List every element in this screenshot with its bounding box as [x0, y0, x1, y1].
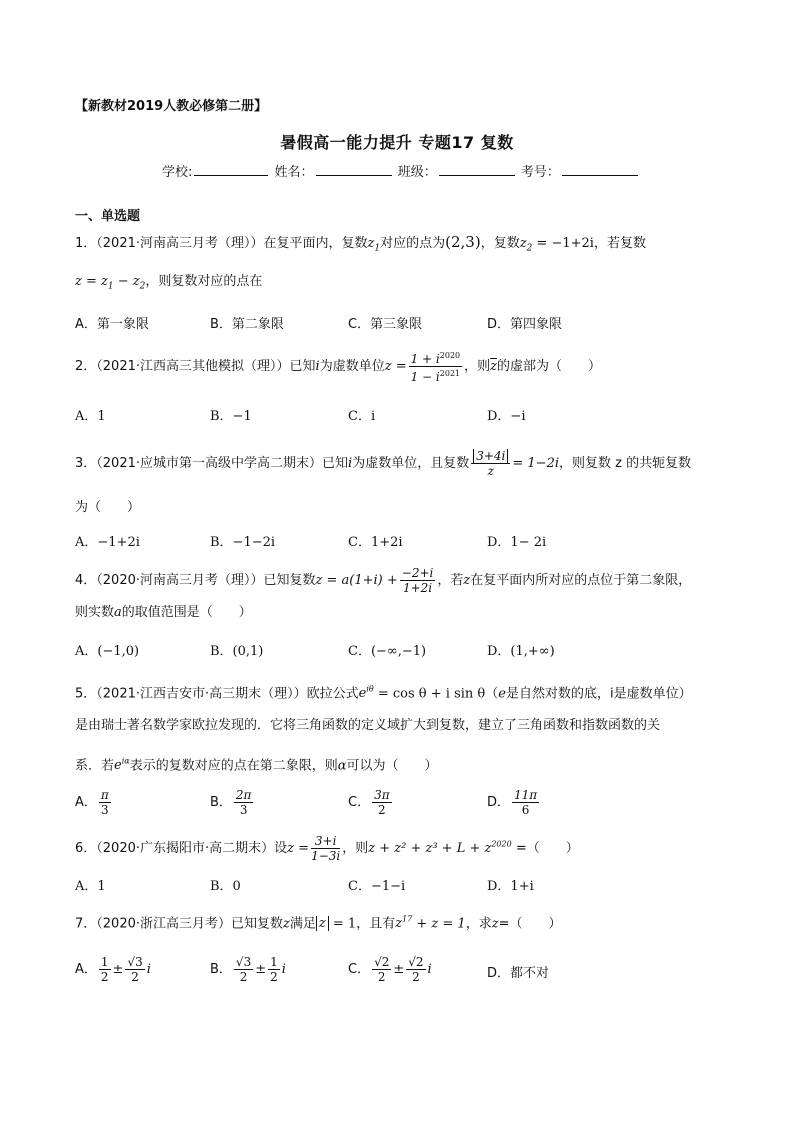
question-text: 已知复数: [263, 573, 316, 588]
question-source: （2021·河南高三月考（理））: [96, 236, 264, 251]
question-text: ，且有: [356, 916, 396, 932]
q3-option-d[interactable]: D．1− 2i: [487, 535, 547, 550]
question-3: [75, 449, 691, 478]
page-title: 暑假高一能力提升 专题17 复数: [280, 133, 514, 152]
frac-numerator: 11π: [514, 788, 538, 802]
question-source: （2021·江西高三其他模拟（理））: [96, 359, 290, 374]
q6-option-c[interactable]: C．−1−i: [348, 879, 406, 894]
question-text: ，求: [465, 916, 492, 932]
option-label: B．: [210, 962, 232, 977]
frac-numerator: 1 + i: [410, 352, 440, 366]
frac-denominator: 6: [521, 803, 530, 817]
option-label: C．: [348, 962, 371, 977]
question-7: [75, 910, 561, 934]
q6-option-a[interactable]: A．1: [75, 879, 106, 894]
option-label: A．: [75, 962, 97, 977]
abs-z: z: [316, 916, 329, 931]
question-number: 2．: [75, 359, 97, 374]
question-text: 为虚数单位，且复数: [352, 456, 470, 471]
name-label: 姓名：: [274, 165, 314, 180]
q3-option-b[interactable]: B．−1−2i: [210, 535, 276, 550]
textbook-tag: 【新教材2019人教必修第二册】: [75, 99, 268, 114]
abs-eq-rhs: = 1: [332, 916, 357, 932]
question-text: 可以为（ ）: [346, 758, 438, 774]
question-4-line2: [75, 603, 252, 623]
question-source: （2021·应城市第一高级中学高二期末）: [96, 456, 322, 471]
q7-option-b[interactable]: B． $\frac{√3}{2}$ ± $\frac{1}{2}$ i: [210, 955, 286, 984]
option-fraction: [99, 788, 111, 817]
q5-option-c[interactable]: [348, 788, 394, 817]
z-symbol: z: [384, 359, 392, 374]
question-text: 欧拉公式: [306, 686, 359, 702]
a-symbol: a: [114, 605, 122, 620]
question-6: 6．（2020·广东揭阳市·高二期末）设z = $\frac{3+i}{1-3i}$ ，则$z + z^2 + z^3 + L + z^{2020}$ =（ ）: [75, 834, 579, 863]
question-text: 为虚数单位: [319, 359, 385, 374]
question-text: 系．若: [75, 758, 115, 774]
question-text: 则实数: [75, 605, 115, 620]
z-expr: z = a(1+i) +: [315, 573, 398, 588]
option-label: B．: [210, 795, 232, 810]
frac-numerator: 3+i: [311, 834, 340, 849]
question-text: 表示的复数对应的点在第二象限，则: [129, 758, 338, 774]
q6-option-d[interactable]: D．1+i: [487, 879, 534, 894]
question-text: ，复数: [480, 236, 520, 251]
q4-option-c[interactable]: C．(−∞,−1): [348, 644, 427, 659]
q3-option-a[interactable]: A．−1+2i: [75, 535, 140, 550]
point-expr: (2,3): [445, 233, 481, 251]
school-blank[interactable]: [194, 163, 268, 176]
exam-number-label: 考号：: [520, 165, 560, 180]
frac-denominator: 3: [101, 803, 109, 817]
question-text: =（ ）: [498, 916, 562, 932]
question-text: ，则复数 z 的共轭复数: [559, 456, 692, 471]
question-number: 6．: [75, 841, 97, 856]
question-text: 的虚部为（ ）: [497, 359, 602, 374]
abs-fraction: [471, 449, 510, 478]
question-text: ，则: [342, 841, 369, 856]
series-expr: z + z² + z³ + L + z: [368, 841, 492, 856]
section-heading: 一、单选题: [75, 209, 141, 224]
exponent: 2020: [439, 351, 461, 360]
q5-option-b[interactable]: [210, 788, 255, 817]
school-label: 学校:: [162, 165, 193, 180]
alpha-symbol: α: [337, 758, 347, 774]
frac-numerator: 2π: [235, 788, 252, 802]
frac-numerator: 3π: [374, 788, 390, 802]
question-text: ，则: [464, 359, 491, 374]
question-text: ，则复数对应的点在: [145, 274, 263, 289]
q4-option-d[interactable]: D．(1,+∞): [487, 644, 555, 659]
frac-denominator: 1+2i: [402, 581, 433, 595]
question-text: 对应的点为: [380, 236, 446, 251]
q5-option-d[interactable]: [487, 788, 541, 817]
q1-option-b[interactable]: B．第二象限: [210, 317, 284, 332]
exam-number-blank[interactable]: [562, 163, 638, 176]
question-number: 4．: [75, 573, 97, 588]
z-conjugate-symbol: $\overline{z}$: [490, 359, 497, 374]
question-text: ，若复数: [593, 236, 646, 251]
q6-option-b[interactable]: B．0: [210, 879, 241, 894]
question-text: =（ ）: [515, 841, 579, 856]
question-4: [75, 566, 691, 595]
class-blank[interactable]: [439, 163, 515, 176]
z-symbol: z: [287, 841, 295, 856]
z1-symbol: $z_1$: [367, 236, 381, 254]
question-text: ，若: [437, 573, 464, 588]
q5-option-a[interactable]: [75, 788, 113, 817]
question-source: （2020·浙江高三月考）: [96, 916, 231, 932]
question-text: 已知: [289, 359, 316, 374]
i-symbol: i: [348, 456, 353, 471]
question-number: 7．: [75, 916, 97, 932]
question-text: 在复平面内，复数: [263, 236, 368, 251]
question-number: 5．: [75, 686, 97, 702]
e-ialpha-symbol: $e^{i\alpha}$: [114, 757, 130, 774]
question-source: （2020·河南高三月考（理））: [96, 573, 264, 588]
q4-option-b[interactable]: B．(0,1): [210, 644, 264, 659]
frac-denominator: z: [487, 464, 494, 478]
question-text: 已知: [322, 456, 349, 471]
question-5-line2: 是由瑞士著名数学家欧拉发现的．它将三角函数的定义域扩大到复数，建立了三角函数和指数函数的关: [75, 718, 661, 733]
euler-formula: = cos θ + i sin θ: [377, 686, 486, 702]
q7-option-a[interactable]: A． $\frac{1}{2}$ ± $\frac{√3}{2}$ i: [75, 955, 151, 984]
q4-option-a[interactable]: A．(−1,0): [75, 644, 140, 659]
option-label: A．: [75, 795, 97, 810]
name-blank[interactable]: [316, 163, 392, 176]
question-5-line3: [75, 752, 438, 776]
q7-option-c[interactable]: C． $\frac{√2}{2}$ ± $\frac{√2}{2}$ i: [348, 955, 432, 984]
frac-denominator: 3: [239, 803, 248, 817]
question-text: 的取值范围是（ ）: [121, 605, 252, 620]
z17-symbol: $z^{17}$: [395, 915, 413, 932]
option-label: C．: [348, 795, 371, 810]
question-text: 已知复数: [231, 916, 284, 932]
z-def-expr: $z = z_1 - z_2$: [75, 274, 146, 292]
exponent: 2021: [439, 369, 461, 378]
euler-lhs: $e^{i\theta}$: [358, 685, 374, 702]
option-fraction: [512, 788, 539, 817]
q2-option-d[interactable]: D．−i: [487, 409, 526, 424]
z-fraction: [409, 349, 463, 384]
e-symbol: e: [498, 686, 506, 702]
z-symbol: z: [491, 916, 499, 932]
q1-option-c[interactable]: C．第三象限: [348, 317, 423, 332]
question-text: 是自然对数的底，i是虚数单位）: [505, 686, 692, 702]
z-fraction: [311, 834, 340, 863]
question-5: [75, 680, 692, 704]
question-1-line2: [75, 272, 262, 297]
option-fraction: [372, 788, 392, 817]
i-symbol: i: [315, 359, 320, 374]
z2-expr: = −1+2i: [536, 236, 594, 251]
q2-option-b[interactable]: B．−1: [210, 409, 252, 424]
question-source: （2021·江西吉安市·高三期末（理））: [96, 686, 307, 702]
frac-denominator: 1 − i: [410, 370, 440, 384]
question-text: 在复平面内所对应的点位于第二象限，: [470, 573, 692, 588]
z2-symbol: $z_2$: [519, 236, 533, 254]
frac-numerator: π: [100, 788, 109, 802]
student-info-line: [162, 161, 640, 180]
equation-rhs: + z = 1: [416, 916, 466, 932]
frac-denominator: 1−3i: [311, 849, 341, 863]
question-3-line2: 为（ ）: [75, 500, 141, 515]
z-symbol: z: [463, 573, 471, 588]
question-1: [75, 232, 646, 259]
frac-numerator: 3+4i: [473, 449, 508, 463]
z-fraction: [400, 566, 436, 595]
option-fraction: [234, 788, 254, 817]
question-source: （2020·广东揭阳市·高二期末）: [96, 841, 275, 856]
exponent: 2020: [491, 839, 512, 849]
q2-option-a[interactable]: A．1: [75, 409, 106, 424]
equation-rhs: = 1−2i: [512, 456, 559, 471]
question-2: 2．（2021·江西高三其他模拟（理））已知i为虚数单位z = $\frac{1 + i^{2020}}{1 - i^{2021}}$ ，则$\overline{z}$的虚部为（ ）: [75, 351, 602, 384]
q2-option-c[interactable]: C．i: [348, 409, 376, 424]
q7-option-d[interactable]: D．都不对: [487, 966, 550, 981]
question-number: 3．: [75, 456, 97, 471]
frac-numerator: −2+i: [401, 566, 434, 580]
frac-denominator: 2: [378, 803, 386, 817]
class-label: 班级：: [397, 165, 437, 180]
question-number: 1．: [75, 236, 97, 251]
q1-option-a[interactable]: A．第一象限: [75, 317, 149, 332]
z-symbol: z: [283, 916, 290, 932]
q1-option-d[interactable]: D．第四象限: [487, 317, 563, 332]
question-text: （: [485, 686, 499, 702]
question-text: 设: [274, 841, 288, 856]
question-text: 满足: [289, 916, 316, 932]
option-label: D．: [487, 795, 511, 810]
q3-option-c[interactable]: C．1+2i: [348, 535, 403, 550]
